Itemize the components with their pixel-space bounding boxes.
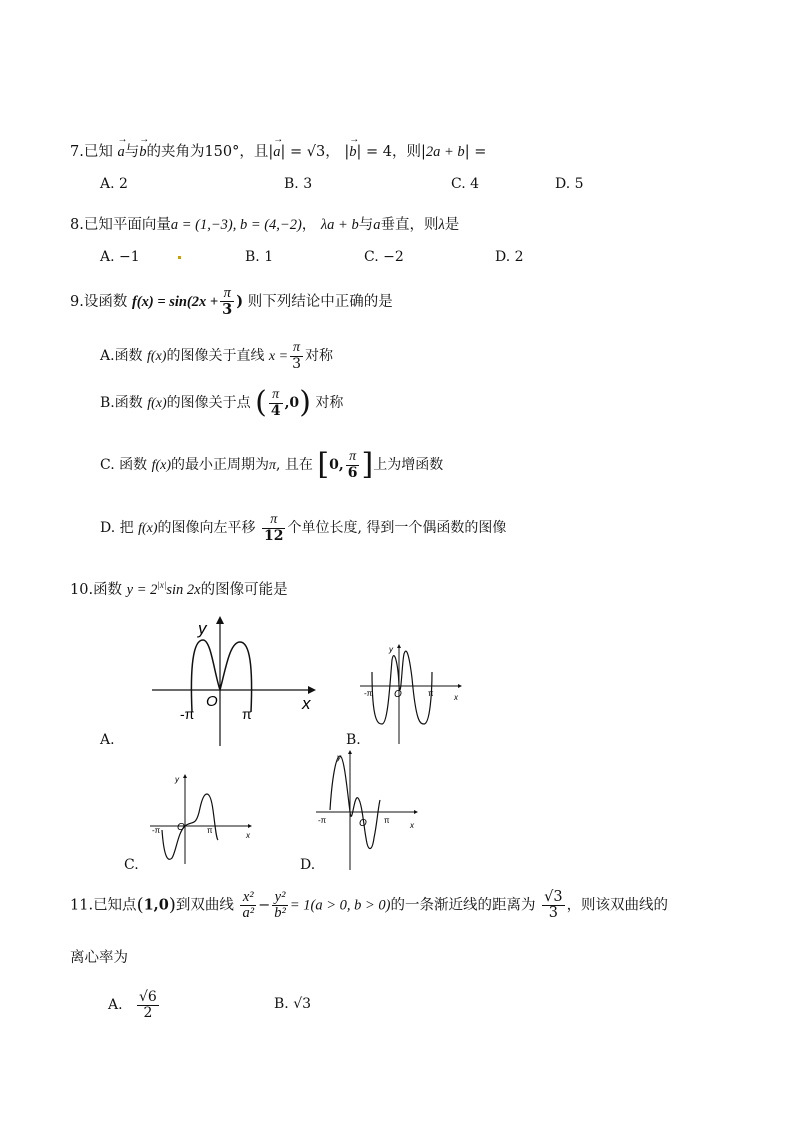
svg-text:-π: -π [152,826,161,835]
q7-stem: 7.已知 → a与→ b的夹角为150°，且|→ a| = √3， |→ b| = 4，则|2a + b| = [70,140,486,161]
graph-d[interactable] [314,748,424,872]
graph-c-label[interactable]: C. [124,857,139,873]
graph-a-origin: O [206,693,218,710]
q9-stem: 9.设函数 f(x) = sin(2x + $\frac{\pi}{3}$ ) 则下列结论中正确的是 [70,285,393,319]
graph-d-curve [330,756,380,849]
q11-option-b[interactable]: B. √3 [274,996,312,1012]
q7-option-c[interactable]: C. 4 [451,176,480,192]
svg-text:x: x [410,821,414,830]
graph-c[interactable] [148,766,258,866]
svg-text:x: x [246,831,250,840]
svg-text:x: x [454,693,458,702]
svg-text:O: O [177,822,185,833]
svg-text:π: π [207,826,213,835]
vector-b: → b [139,144,146,161]
q9-function: f(x) = sin(2x + [131,294,219,311]
svg-text:y: y [389,645,393,654]
svg-text:π: π [428,689,434,698]
q9-option-c[interactable]: C. 函数 f(x)的最小正周期为π, 且在 [0, $\frac{\pi}{6}$ ]上为增函数 [100,447,444,483]
q8-option-a[interactable]: A. −1 [100,249,140,265]
q8-option-d[interactable]: D. 2 [495,249,524,265]
graph-a-pi: π [242,706,252,722]
q7-option-a[interactable]: A. 2 [100,176,128,192]
graph-a-label[interactable]: A. [100,732,115,748]
q8-option-b[interactable]: B. 1 [245,249,274,265]
graph-a-neg-pi: -π [180,706,195,722]
graph-a-curve [191,640,251,712]
q8-stem: 8.已知平面向量a = (1,−3), b = (4,−2)， λa + b与a垂直，则λ是 [70,217,460,233]
q10-stem: 10.函数 $y = 2^{|x|}\sin$ 2x的图像可能是 [70,580,288,598]
svg-text:y: y [175,775,179,784]
graph-a[interactable] [148,612,318,748]
q7-number: 7. [70,144,84,160]
graph-b-curve [372,651,432,724]
q7-option-d[interactable]: D. 5 [555,176,584,192]
graph-d-label[interactable]: D. [300,857,316,873]
q11-stem: 11.已知点(1,0)到双曲线 $\frac{\text{x²}}{\text{a²}}$ − $\frac{\text{y²}}{\text{b²}}$ = 1(a > 0, b > 0)的一条渐近线的距离为 $\frac{√3}{3}$ ，则该双曲线的 [70,889,669,922]
q8-vectors: a = (1,−3), b = (4,−2) [170,217,302,233]
q7-option-b[interactable]: B. 3 [284,176,313,192]
q7-expression: 2a + b [425,144,465,160]
graph-a-y-label: y [198,619,207,638]
q9-option-b[interactable]: B.函数 f(x)的图像关于点 ( $\frac{\pi}{4}$ ,0) 对称 [100,385,344,421]
q9-option-d[interactable]: D. 把 f(x)的图像向左平移 $\frac{\pi}{12}$ 个单位长度, 得到一个偶函数的图像 [100,512,507,544]
q9-option-a[interactable]: A.函数 f(x)的图像关于直线 x = $\frac{\pi}{3}$ 对称 [100,340,333,372]
q11-line2: 离心率为 [70,950,128,966]
svg-text:π: π [384,816,390,825]
stray-dot [178,256,181,259]
svg-text:-π: -π [318,816,327,825]
svg-text:O: O [359,818,367,829]
svg-text:O: O [394,689,402,700]
q11-option-a[interactable]: A. $\frac{√6}{2}$ [108,989,157,1021]
q8-option-c[interactable]: C. −2 [364,249,404,265]
vector-a: → a [117,144,124,161]
graph-b[interactable] [358,642,466,746]
svg-text:y: y [337,753,341,762]
svg-text:-π: -π [364,689,373,698]
graph-a-x-label: x [302,694,311,713]
graph-b-label[interactable]: B. [346,732,361,748]
